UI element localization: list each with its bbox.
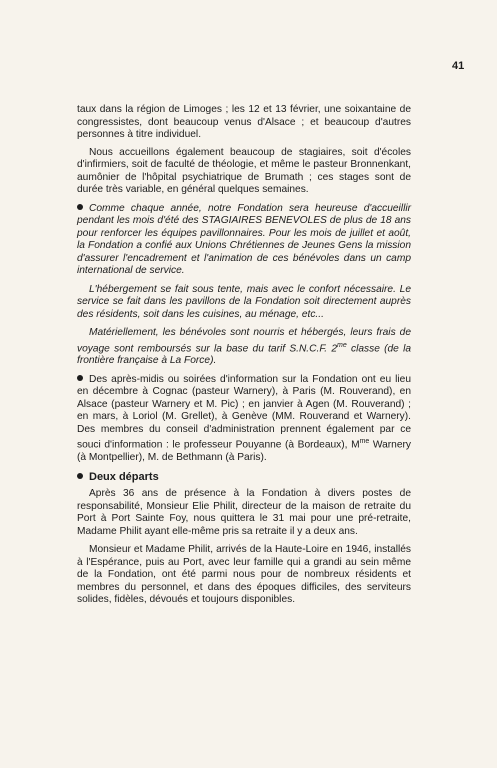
page-body (77, 104, 411, 613)
paragraph-hebergement: L'hébergement se fait sous tente, mais avec le confort nécessaire. Le service se fait dans les pavillons de la Fondation soit directement auprès des résidents, soit dans les cuisines, au ménage, etc... (77, 283, 411, 320)
paragraph-stagiaires: Nous accueillons également beaucoup de stagiaires, soit d'écoles d'infirmiers, soit de faculté de théologie, et même le pasteur Bronnenkant, aumônier de l'hôpital psychiatrique de Brumath ; ces stages sont de durée très variable, en général quelques semaines. (77, 146, 411, 195)
materiellement-class-number: 2 (331, 342, 337, 354)
information-text: Des après-midis ou soirées d'information sur la Fondation ont eu lieu en décembre à Cognac (pasteur Warnery), à Paris (M. Rouverand), en Alsace (pasteur Warnery et M. Pic) ; en janvier à Agen (M. Rouverand) ; en mars, à Loriol (M. Grellet), à Genève (MM. Rouverand et Warnery). Des membres du conseil d'administration prennent également par ce souci d'information : le professeur Pouyanne (à Bordeaux), M (77, 373, 411, 451)
page-number: 41 (452, 60, 465, 72)
paragraph-information (77, 374, 411, 465)
bullet-icon (77, 473, 83, 479)
information-superscript: me (359, 438, 370, 446)
paragraph-materiellement (77, 327, 411, 368)
bullet-icon (77, 375, 83, 381)
materiellement-superscript: me (337, 341, 347, 349)
materiellement-text: Matériellement, les bénévoles sont nourris et hébergés, leurs frais de voyage sont remboursés sur la base du tarif S.N.C.F. (77, 327, 411, 354)
paragraph-benevoles-text: Comme chaque année, notre Fondation sera heureuse d'accueillir pendant les mois d'été des STAGIAIRES BENEVOLES de plus de 18 ans pour renforcer les équipes pavillonnaires. Pour les mois de juillet et août, la Fondation a confié aux Unions Chrétiennes de Jeunes Gens la mission d'assurer l'encadrement et l'animation de ces bénévoles dans un camp international de service. (77, 202, 411, 276)
information-text-end: Warnery (à Montpellier), M. de Bethmann (à Paris). (77, 439, 411, 464)
paragraph-continuation: taux dans la région de Limoges ; les 12 et 13 février, une soixantaine de congressistes, dont beaucoup venus d'Alsace ; et beaucoup d'autres personnes à titre individuel. (77, 104, 411, 140)
bullet-icon (77, 204, 83, 210)
paragraph-depart: Après 36 ans de présence à la Fondation à divers postes de responsabilité, Monsieur Elie Philit, directeur de la maison de retraite du Port à Port Sainte Foy, nous quittera le 31 mai pour une pré-retraite, Madame Philit ayant elle-même pris sa retraite il y a deux ans. (77, 488, 411, 537)
materiellement-text-end: classe (de la frontière française à La Force). (77, 342, 411, 367)
section-heading-text: Deux départs (89, 470, 159, 483)
section-heading (77, 471, 411, 484)
paragraph-philit: Monsieur et Madame Philit, arrivés de la Haute-Loire en 1946, installés à l'Espérance, puis au Port, avec leur famille qui a grandi au sein même de la Fondation, ont été parmi nous pour de nombreux résidents et membres du personnel, et dans des époques difficiles, des serviteurs solides, fidèles, dévoués et toujours disponibles. (77, 544, 411, 606)
paragraph-benevoles (77, 203, 411, 278)
